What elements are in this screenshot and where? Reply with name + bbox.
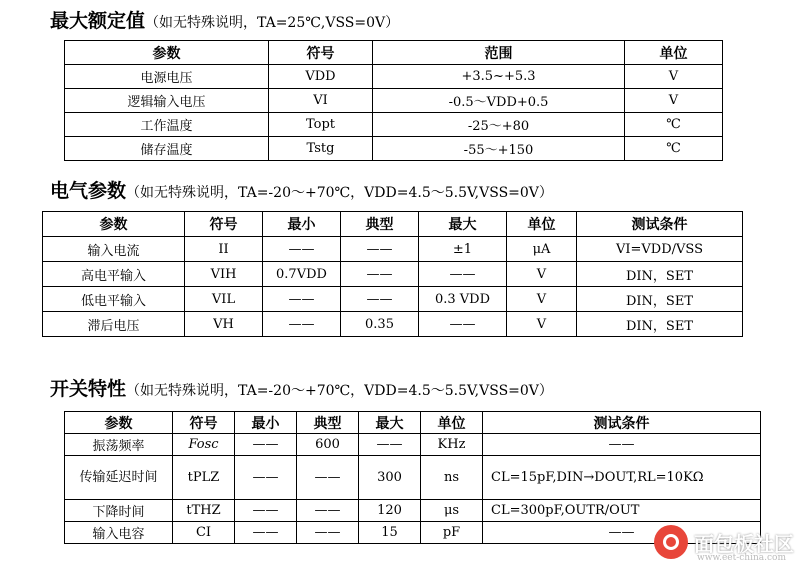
cell: —— <box>263 237 341 262</box>
cell: —— <box>263 287 341 312</box>
cell: 输入电流 <box>43 237 185 262</box>
header-cell: 最小 <box>235 412 297 434</box>
table-row <box>65 89 723 113</box>
cell: ±1 <box>419 237 507 262</box>
cell: —— <box>235 500 297 522</box>
table-header-row <box>65 41 723 65</box>
header-param: 参数 <box>65 41 269 65</box>
section3-condition: （如无特殊说明，TA=-20～+70℃，VDD=4.5～5.5V,VSS=0V） <box>126 383 553 399</box>
cell: V <box>625 65 723 89</box>
cell: —— <box>483 522 761 544</box>
cell: V <box>507 312 577 337</box>
header-cell: 测试条件 <box>483 412 761 434</box>
header-cell: 单位 <box>421 412 483 434</box>
cell: ns <box>421 456 483 500</box>
cell: DIN，SET <box>577 287 743 312</box>
header-cell: 最大 <box>419 212 507 237</box>
table-row <box>43 287 743 312</box>
section3-heading: 开关特性 <box>50 378 127 400</box>
cell: 输入电容 <box>65 522 173 544</box>
header-cell: 典型 <box>297 412 359 434</box>
section1-heading: 最大额定值 <box>50 10 146 32</box>
cell: 300 <box>359 456 421 500</box>
cell: VDD <box>269 65 373 89</box>
cell: 高电平输入 <box>43 262 185 287</box>
table-row <box>65 434 761 456</box>
cell: CL=300pF,OUTR/OUT <box>483 500 761 522</box>
watermark-url: www.eet-china.com <box>697 553 786 563</box>
cell: -25～+80 <box>373 113 625 137</box>
table-row <box>43 237 743 262</box>
cell: —— <box>235 522 297 544</box>
cell: V <box>507 287 577 312</box>
cell: —— <box>359 434 421 456</box>
cell: Tstg <box>269 137 373 161</box>
cell: μs <box>421 500 483 522</box>
cell: —— <box>483 434 761 456</box>
cell: VI=VDD/VSS <box>577 237 743 262</box>
table-row <box>65 65 723 89</box>
cell: 传输延迟时间 <box>65 456 173 500</box>
cell: CI <box>173 522 235 544</box>
cell: VH <box>185 312 263 337</box>
cell: 储存温度 <box>65 137 269 161</box>
header-cell: 符号 <box>173 412 235 434</box>
cell: μA <box>507 237 577 262</box>
cell: Topt <box>269 113 373 137</box>
cell: 振荡频率 <box>65 434 173 456</box>
cell: 滞后电压 <box>43 312 185 337</box>
cell: VI <box>269 89 373 113</box>
section1-title <box>50 6 399 33</box>
header-cell: 最大 <box>359 412 421 434</box>
cell: tTHZ <box>173 500 235 522</box>
cell: —— <box>341 287 419 312</box>
cell: —— <box>297 456 359 500</box>
cell: pF <box>421 522 483 544</box>
cell: 120 <box>359 500 421 522</box>
cell: —— <box>341 262 419 287</box>
header-cell: 测试条件 <box>577 212 743 237</box>
header-cell: 参数 <box>65 412 173 434</box>
section2-heading: 电气参数 <box>50 180 127 202</box>
table-row <box>65 456 761 500</box>
cell: 工作温度 <box>65 113 269 137</box>
table-header-row <box>43 212 743 237</box>
cell: DIN，SET <box>577 312 743 337</box>
cell: 0.3 VDD <box>419 287 507 312</box>
cell: —— <box>235 456 297 500</box>
table-row <box>65 137 723 161</box>
section2-title <box>50 176 553 203</box>
cell: ℃ <box>625 137 723 161</box>
header-cell: 符号 <box>185 212 263 237</box>
cell: —— <box>235 434 297 456</box>
cell: —— <box>419 312 507 337</box>
watermark-logo-icon <box>654 525 688 559</box>
cell: 电源电压 <box>65 65 269 89</box>
cell: II <box>185 237 263 262</box>
table-row <box>43 312 743 337</box>
cell: 0.35 <box>341 312 419 337</box>
cell: Fosc <box>173 434 235 456</box>
header-range: 范围 <box>373 41 625 65</box>
watermark-text: 面包板社区 <box>694 531 794 556</box>
max-rating-table <box>64 40 723 161</box>
table-row <box>65 500 761 522</box>
cell: —— <box>297 500 359 522</box>
cell: V <box>625 89 723 113</box>
cell: +3.5~+5.3 <box>373 65 625 89</box>
cell: VIL <box>185 287 263 312</box>
cell: DIN，SET <box>577 262 743 287</box>
cell: —— <box>263 312 341 337</box>
header-cell: 参数 <box>43 212 185 237</box>
cell: —— <box>341 237 419 262</box>
cell: —— <box>419 262 507 287</box>
header-cell: 典型 <box>341 212 419 237</box>
section3-title <box>50 374 553 401</box>
section1-condition: （如无特殊说明，TA=25℃,VSS=0V） <box>145 15 400 31</box>
cell: 0.7VDD <box>263 262 341 287</box>
header-symbol: 符号 <box>269 41 373 65</box>
cell: ℃ <box>625 113 723 137</box>
cell: KHz <box>421 434 483 456</box>
cell: -0.5～VDD+0.5 <box>373 89 625 113</box>
table-header-row <box>65 412 761 434</box>
cell: 下降时间 <box>65 500 173 522</box>
header-cell: 单位 <box>507 212 577 237</box>
table-row <box>43 262 743 287</box>
cell: CL=15pF,DIN→DOUT,RL=10KΩ <box>483 456 761 500</box>
cell: -55～+150 <box>373 137 625 161</box>
electrical-param-table <box>42 211 743 337</box>
cell: 低电平输入 <box>43 287 185 312</box>
section2-condition: （如无特殊说明，TA=-20～+70℃，VDD=4.5～5.5V,VSS=0V） <box>126 185 553 201</box>
header-unit: 单位 <box>625 41 723 65</box>
cell: 15 <box>359 522 421 544</box>
cell: V <box>507 262 577 287</box>
table-row <box>65 113 723 137</box>
cell: —— <box>297 522 359 544</box>
cell: 逻辑输入电压 <box>65 89 269 113</box>
cell: tPLZ <box>173 456 235 500</box>
header-cell: 最小 <box>263 212 341 237</box>
cell: VIH <box>185 262 263 287</box>
cell: 600 <box>297 434 359 456</box>
